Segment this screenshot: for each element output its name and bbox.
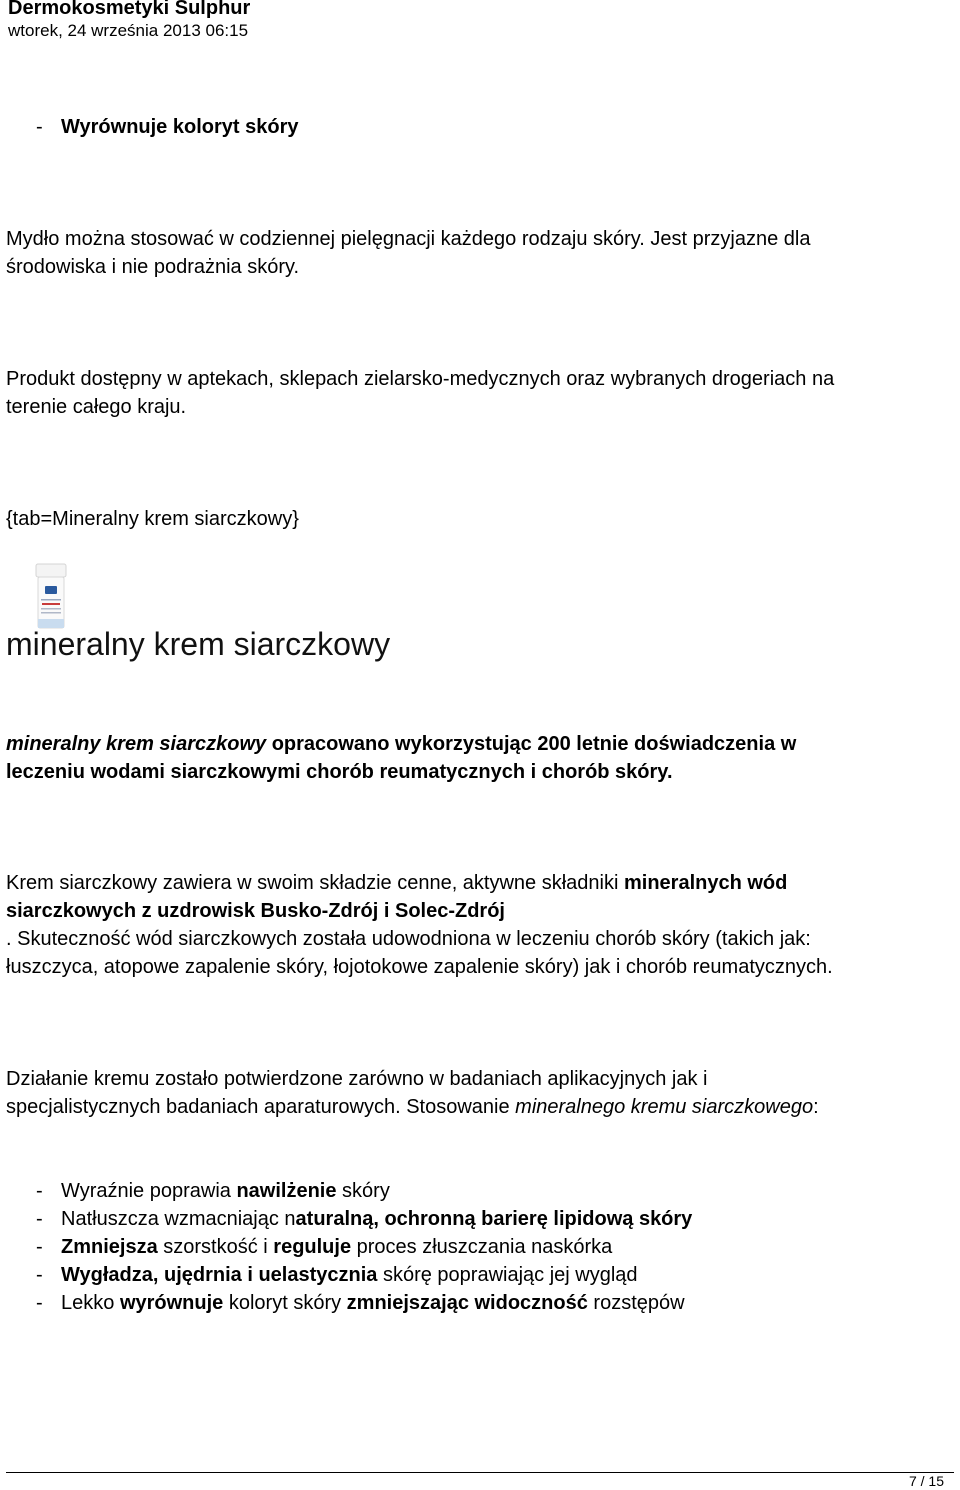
tab-marker: {tab=Mineralny krem siarczkowy} [6, 508, 299, 530]
benefit-text: Wyraźnie poprawia [61, 1180, 237, 1202]
benefit-item [36, 1233, 612, 1261]
bullet-dash: - [36, 1180, 43, 1202]
composition-line-2: siarczkowych z uzdrowisk Busko-Zdrój i Solec-Zdrój [6, 900, 505, 922]
benefit-highlight: reguluje [273, 1236, 352, 1258]
benefit-text: szorstkość i [157, 1236, 274, 1258]
composition-line-3: . Skuteczność wód siarczkowych została udowodniona w leczeniu chorób skóry (takich jak: [6, 928, 811, 950]
composition-highlight: mineralnych wód [624, 872, 788, 894]
confirmation-line-2 [6, 1093, 819, 1121]
lead-line-2: leczeniu wodami siarczkowymi chorób reumatycznych i chorób skóry. [6, 761, 673, 783]
confirmation-product: mineralnego kremu siarczkowego [515, 1096, 814, 1118]
benefit-highlight: zmniejszając widoczność [346, 1292, 588, 1314]
bullet-dash: - [36, 116, 43, 138]
page-number: 7 / 15 [908, 1473, 944, 1489]
bullet-dash: - [36, 1292, 43, 1314]
composition-line-4: łuszczyca, atopowe zapalenie skóry, łojotokowe zapalenie skóry) jak i chorób reumatycznych. [6, 956, 833, 978]
bullet-dash: - [36, 1264, 43, 1286]
benefit-highlight: Wygładza, ujędrnia i uelastycznia [61, 1264, 378, 1286]
publish-date: wtorek, 24 września 2013 06:15 [8, 21, 249, 40]
benefit-text: Lekko [61, 1292, 120, 1314]
confirmation-colon: : [813, 1096, 819, 1118]
bullet-dash: - [36, 1236, 43, 1258]
benefit-highlight: wyrównuje [119, 1292, 224, 1314]
footer-divider [6, 1472, 954, 1473]
site-title: Dermokosmetyki Sulphur [8, 0, 251, 19]
benefit-item [36, 1289, 685, 1317]
availability-paragraph-line-1: Produkt dostępny w aptekach, sklepach zielarsko-medycznych oraz wybranych drogeriach na [6, 368, 835, 390]
benefit-text: koloryt skóry [223, 1292, 347, 1314]
benefit-item [36, 1177, 390, 1205]
intro-bullet [36, 113, 298, 141]
soap-paragraph-line-1: Mydło można stosować w codziennej pielęgnacji każdego rodzaju skóry. Jest przyjazne dla [6, 228, 811, 250]
benefit-text: rozstępów [587, 1292, 685, 1314]
benefit-item [36, 1205, 692, 1233]
benefit-text: proces złuszczania naskórka [351, 1236, 613, 1258]
confirmation-line-1: Działanie kremu zostało potwierdzone zarówno w badaniach aplikacyjnych jak i [6, 1068, 708, 1090]
benefit-text: skóry [336, 1180, 390, 1202]
composition-line-1 [6, 869, 787, 897]
bullet-text: Wyrównuje koloryt skóry [61, 116, 299, 138]
benefit-highlight: aturalną, ochronną barierę lipidową skóry [295, 1208, 693, 1230]
soap-paragraph-line-2: środowiska i nie podrażnia skóry. [6, 256, 300, 278]
benefit-text: skórę poprawiając jej wygląd [377, 1264, 638, 1286]
product-heading: mineralny krem siarczkowy [6, 626, 391, 662]
composition-text: Krem siarczkowy zawiera w swoim składzie cenne, aktywne składniki [6, 872, 624, 894]
lead-text: opracowano wykorzystując 200 letnie doświadczenia w [266, 733, 797, 755]
availability-paragraph-line-2: terenie całego kraju. [6, 396, 187, 418]
product-image [34, 563, 68, 629]
bullet-dash: - [36, 1208, 43, 1230]
benefit-item [36, 1261, 638, 1289]
benefit-highlight: nawilżenie [236, 1180, 337, 1202]
lead-product-name: mineralny krem siarczkowy [6, 733, 267, 755]
benefit-highlight: Zmniejsza [61, 1236, 158, 1258]
benefit-text: Natłuszcza wzmacniając n [61, 1208, 296, 1230]
lead-line-1 [6, 730, 796, 758]
confirmation-text: specjalistycznych badaniach aparaturowych. Stosowanie [6, 1096, 516, 1118]
